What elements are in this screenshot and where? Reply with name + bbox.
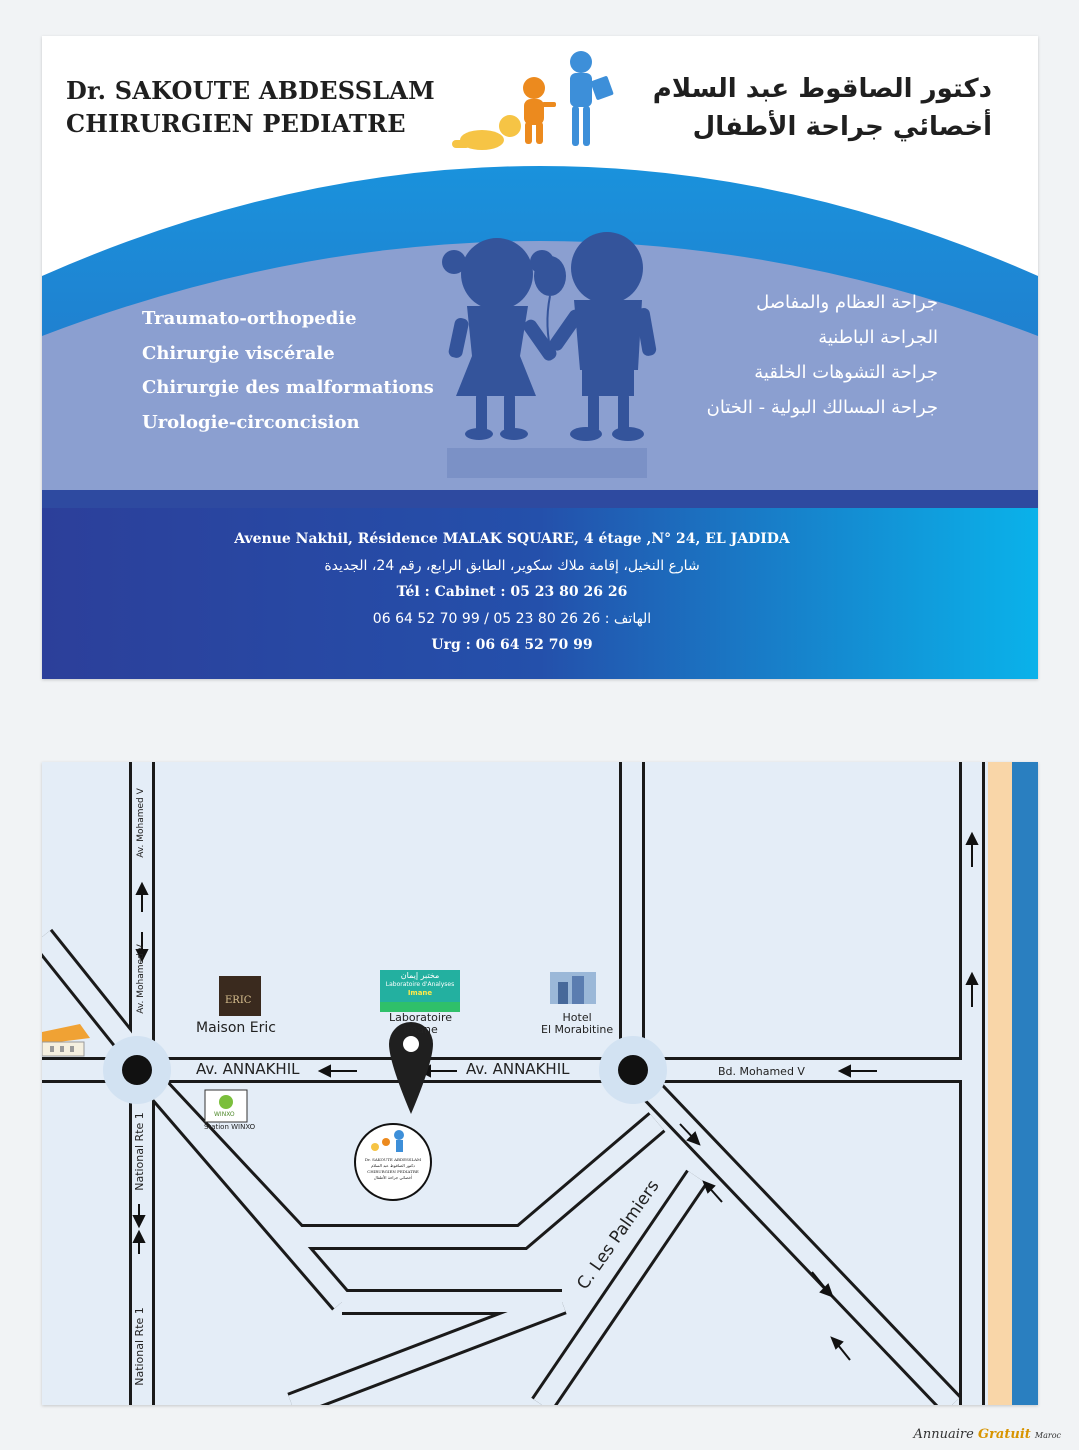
specialty-fr: CHIRURGIEN PEDIATRE (66, 109, 406, 138)
hotel-line-1: Hotel (562, 1011, 592, 1024)
map-roads (42, 762, 1038, 1405)
service-ar-item: جراحة التشوهات الخلقية (754, 362, 938, 383)
address-fr: Avenue Nakhil, Résidence MALAK SQUARE, 4 étage ,N° 24, EL JADIDA (234, 531, 790, 547)
watermark-text-3: Maroc (1034, 1431, 1061, 1440)
business-card (42, 36, 1038, 679)
roundabout-icon (599, 1036, 667, 1104)
street-label-national-rte-bottom: National Rte 1 (132, 1307, 146, 1386)
laboratoire-line-1: Laboratoire (389, 1011, 452, 1024)
phone-ar: الهاتف : 26 26 80 23 05 / 99 70 52 64 06 (372, 610, 652, 627)
service-fr-item: Traumato-orthopedie (142, 308, 357, 329)
lab-sign-brand: Imane (407, 989, 433, 997)
street-label-les-palmiers: C. Les Palmiers (573, 1176, 664, 1294)
lab-sign-text (382, 971, 458, 998)
service-ar-item: جراحة العظام والمفاصل (756, 292, 938, 313)
service-ar-item: الجراحة الباطنية (818, 327, 938, 348)
service-fr-item: Chirurgie des malformations (142, 377, 434, 398)
doctor-name-ar-block (653, 70, 992, 146)
doctor-name-fr-block (66, 74, 435, 140)
landmark-label-station-winxo: Station WINXO (204, 1123, 256, 1131)
dark-stripe (42, 490, 1038, 510)
specialty-ar: أخصائي جراحة الأطفال (692, 112, 992, 142)
street-label-national-rte-top: National Rte 1 (132, 1112, 146, 1191)
road-network (42, 762, 972, 1405)
watermark-text-2: Gratuit (977, 1427, 1031, 1442)
watermark (914, 1427, 1061, 1442)
doctor-name-fr: Dr. SAKOUTE ABDESSLAM (66, 76, 435, 105)
winxo-logo-text: WINXO (214, 1111, 235, 1118)
lab-sign-fr: Laboratoire d'Analyses (385, 981, 455, 988)
beach-band (988, 762, 1012, 1405)
street-label-annakhil-left: Av. ANNAKHIL (196, 1060, 300, 1078)
service-fr-item: Chirurgie viscérale (142, 342, 335, 364)
service-fr-item: Urologie-circoncision (142, 411, 360, 433)
toddler-icon (523, 77, 556, 144)
landmark-label-laboratoire (389, 1012, 452, 1036)
street-label-mohamed-v-top: Av. Mohamed V (135, 788, 146, 858)
street-label-bd-mohamed-v: Bd. Mohamed V (718, 1065, 805, 1078)
services-ar-list (707, 285, 938, 425)
badge-specialty-fr: CHIRURGIEN PEDIATRE (367, 1169, 419, 1174)
sea-band (1012, 762, 1038, 1405)
crawling-baby-icon (452, 115, 521, 150)
hotel-photo-icon (550, 972, 596, 1004)
location-map (42, 762, 1038, 1405)
laboratoire-line-2: Imane (403, 1023, 438, 1036)
badge-name-fr: Dr. SAKOUTE ABDESSLAM (364, 1157, 422, 1162)
services-fr-list (142, 302, 434, 440)
service-ar-item: جراحة المسالك البولية - الختان (706, 397, 938, 418)
watermark-text-1: Annuaire (913, 1427, 974, 1442)
badge-name-ar: دكتور الصاقوط عبد السلام (371, 1163, 415, 1168)
badge-specialty-ar: أخصائي جراحة الأطفال (373, 1175, 413, 1180)
address-ar: شارع النخيل، إقامة ملاك سكوير، الطابق الرابع، رقم 24، الجديدة (324, 557, 700, 574)
hotel-line-2: El Morabitine (541, 1023, 614, 1036)
roundabout-icon (103, 1036, 171, 1104)
street-label-mohamed-v-mid: Av. Mohamed V (135, 944, 146, 1014)
landmark-label-hotel (541, 1012, 613, 1036)
gas-station-icon (42, 1024, 90, 1056)
phone-cabinet: Tél : Cabinet : 05 23 80 26 26 (396, 584, 628, 600)
reading-child-icon (570, 51, 614, 146)
landmark-label-maison-eric: Maison Eric (196, 1020, 276, 1036)
eric-logo-text: ERIC (225, 995, 252, 1006)
lab-sign-ar: مختبر إيمان (400, 971, 440, 980)
street-label-annakhil-right: Av. ANNAKHIL (466, 1060, 570, 1078)
contact-block (42, 526, 982, 659)
phone-urgence: Urg : 06 64 52 70 99 (431, 637, 593, 653)
doctor-name-ar: دكتور الصاقوط عبد السلام (652, 74, 992, 104)
badge-text (362, 1157, 424, 1181)
